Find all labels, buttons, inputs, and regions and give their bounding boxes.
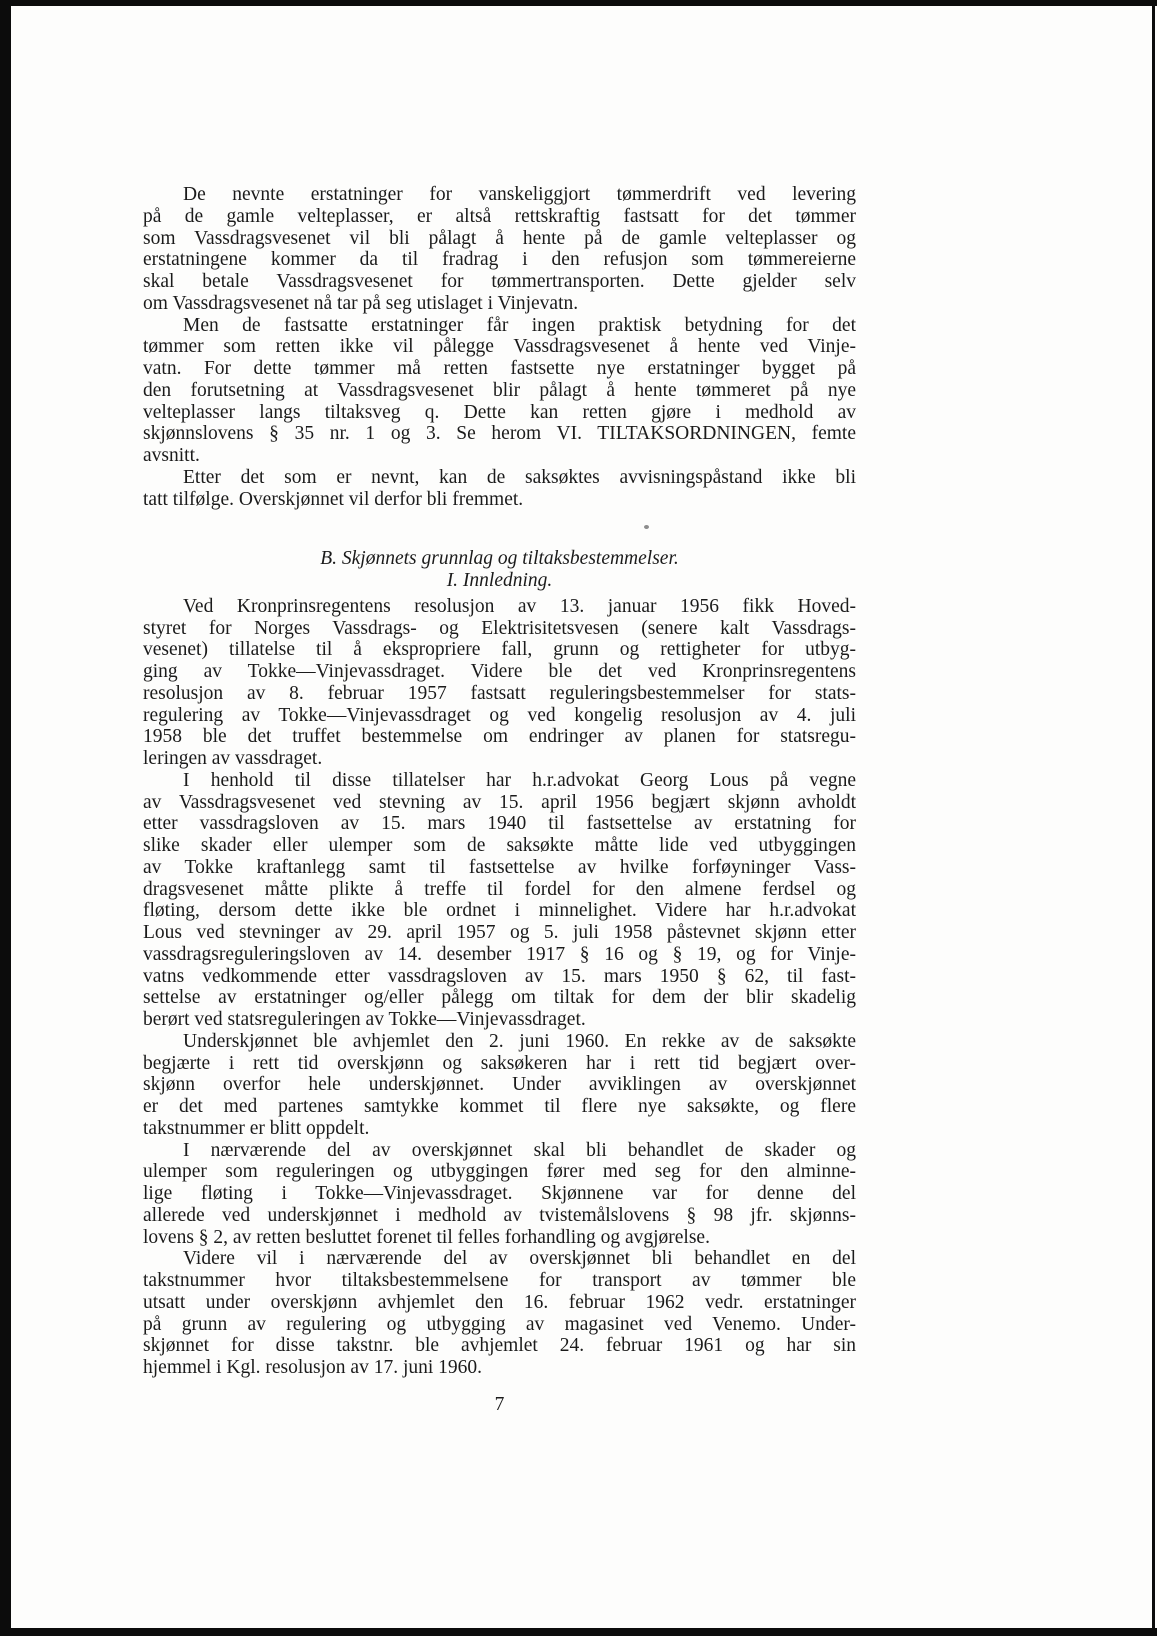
text-line: hjemmel i Kgl. resolusjon av 17. juni 1960. (143, 1357, 483, 1378)
text-line: av Vassdragsvesenet ved stevning av 15. april 1956 begjært skjønn avholdt (143, 791, 856, 813)
text-line: allerede ved underskjønnet i medhold av tvistemålslovens § 98 jfr. skjønns- (143, 1204, 856, 1226)
text-line: utsatt under overskjønn avhjemlet den 16. februar 1962 vedr. erstatninger (143, 1291, 856, 1313)
text-block (143, 184, 856, 1416)
text-line: tatt tilfølge. Overskjønnet vil derfor bli fremmet. (143, 488, 524, 510)
text-line: Videre vil i nærværende del av overskjønnet bli behandlet en del (183, 1248, 856, 1270)
text-line: om Vassdragsvesenet nå tar på seg utislaget i Vinjevatn. (143, 292, 579, 314)
text-line: er det med partenes samtykke kommet til flere nye saksøkte, og flere (143, 1096, 856, 1117)
text-line: regulering av Tokke—Vinjevassdraget og ved kongelig resolusjon av 4. juli (143, 704, 856, 726)
text-line: lovens § 2, av retten besluttet forenet til felles forhandling og avgjørelse. (143, 1226, 710, 1248)
text-line: Ved Kronprinsregentens resolusjon av 13. januar 1956 fikk Hoved- (183, 595, 856, 617)
paragraph (143, 1140, 856, 1249)
text-line: Underskjønnet ble avhjemlet den 2. juni 1960. En rekke av de saksøkte (183, 1030, 856, 1052)
text-line: skal betale Vassdragsvesenet for tømmertransporten. Dette gjelder selv (143, 271, 856, 292)
paragraph (143, 315, 856, 467)
text-line: vatns vedkommende etter vassdragsloven av 15. mars 1950 § 62, til fast- (143, 965, 856, 987)
text-line: erstatningene kommer da til fradrag i den refusjon som tømmereierne (143, 249, 856, 271)
text-line: I henhold til disse tillatelser har h.r.advokat Georg Lous på vegne (183, 769, 856, 791)
text-line: 1958 ble det truffet bestemmelse om endringer av planen for statsregu- (143, 726, 856, 748)
text-line: leringen av vassdraget. (143, 748, 323, 769)
text-line: ging av Tokke—Vinjevassdraget. Videre ble det ved Kronprinsregentens (143, 661, 856, 682)
paragraph (143, 596, 856, 770)
text-line: I nærværende del av overskjønnet skal bli behandlet de skader og (183, 1139, 856, 1161)
text-line: ulemper som reguleringen og utbyggingen fører med seg for den alminne- (143, 1161, 856, 1183)
text-line: avsnitt. (143, 445, 200, 466)
text-line: styret for Norges Vassdrags- og Elektrisitetsvesen (senere kalt Vassdrags- (143, 617, 856, 639)
text-line: berørt ved statsreguleringen av Tokke—Vinjevassdraget. (143, 1009, 586, 1030)
text-line: den forutsetning at Vassdragsvesenet blir pålagt å hente tømmeret på nye (143, 379, 856, 401)
text-line: vassdragsreguleringsloven av 14. desember 1917 § 16 og § 19, og for Vinje- (143, 943, 856, 965)
text-line: lige fløting i Tokke—Vinjevassdraget. Skjønnene var for denne del (143, 1183, 856, 1204)
text-line: av Tokke kraftanlegg samt til fastsettelse av hvilke forføyninger Vass- (143, 856, 856, 878)
paragraph (143, 1031, 856, 1140)
text-line: Men de fastsatte erstatninger får ingen praktisk betydning for det (183, 314, 856, 336)
scan-border-bottom (0, 1628, 1157, 1636)
text-line: dragsvesenet måtte plikte å treffe til fordel for den almene ferdsel og (143, 878, 856, 900)
text-line: takstnummer hvor tiltaksbestemmelsene for transport av tømmer ble (143, 1270, 856, 1291)
text-line: vesenet) tillatelse til å ekspropriere fall, grunn og rettigheter for utbyg- (143, 639, 856, 661)
text-line: som Vassdragsvesenet vil bli pålagt å hente på de gamle velteplasser og (143, 227, 856, 249)
scan-border-left (0, 0, 11, 1636)
scan-border-right (1152, 0, 1155, 1636)
text-line: skjønnslovens § 35 nr. 1 og 3. Se herom VI. TILTAKSORDNINGEN, femte (143, 423, 856, 445)
paragraph (143, 184, 856, 315)
page-number: 7 (494, 1393, 505, 1415)
text-line: takstnummer er blitt oppdelt. (143, 1117, 370, 1139)
heading-line: I. Innledning. (446, 570, 553, 591)
text-line: skjønn overfor hele underskjønnet. Under avviklingen av overskjønnet (143, 1074, 856, 1096)
text-line: De nevnte erstatninger for vanskeliggjort tømmerdrift ved levering (183, 184, 856, 205)
heading-line: B. Skjønnets grunnlag og tiltaksbestemmelser. (320, 548, 679, 570)
paragraph (143, 467, 856, 511)
text-line: på de gamle velteplasser, er altså rettskraftig fastsatt for det tømmer (143, 205, 856, 227)
text-line: skjønnet for disse takstnr. ble avhjemlet 24. februar 1961 og har sin (143, 1335, 856, 1357)
text-line: begjærte i rett tid overskjønn og saksøkeren har i rett tid begjært over- (143, 1052, 856, 1074)
paragraph (143, 770, 856, 1031)
text-line: på grunn av regulering og utbygging av magasinet ved Venemo. Under- (143, 1313, 856, 1335)
text-line: fløting, dersom dette ikke ble ordnet i minnelighet. Videre har h.r.advokat (143, 900, 856, 922)
text-line: etter vassdragsloven av 15. mars 1940 til fastsettelse av erstatning for (143, 813, 856, 835)
text-line: velteplasser langs tiltaksveg q. Dette kan retten gjøre i medhold av (143, 401, 856, 423)
text-line: tømmer som retten ikke vil pålegge Vassdragsvesenet å hente ved Vinje- (143, 336, 856, 358)
text-line: slike skader eller ulemper som de saksøkte måtte lide ved utbyggingen (143, 835, 856, 856)
section-heading (143, 548, 856, 592)
scan-border-top (0, 0, 1157, 6)
text-line: resolusjon av 8. februar 1957 fastsatt reguleringsbestemmelser for stats- (143, 682, 856, 704)
text-line: vatn. For dette tømmer må retten fastsette nye erstatninger bygget på (143, 358, 856, 379)
text-line: Etter det som er nevnt, kan de saksøktes avvisningspåstand ikke bli (183, 466, 856, 488)
paragraph (143, 1248, 856, 1379)
text-line: settelse av erstatninger og/eller pålegg om tiltak for dem der blir skadelig (143, 987, 856, 1009)
text-line: Lous ved stevninger av 29. april 1957 og 5. juli 1958 påstevnet skjønn etter (143, 922, 856, 943)
